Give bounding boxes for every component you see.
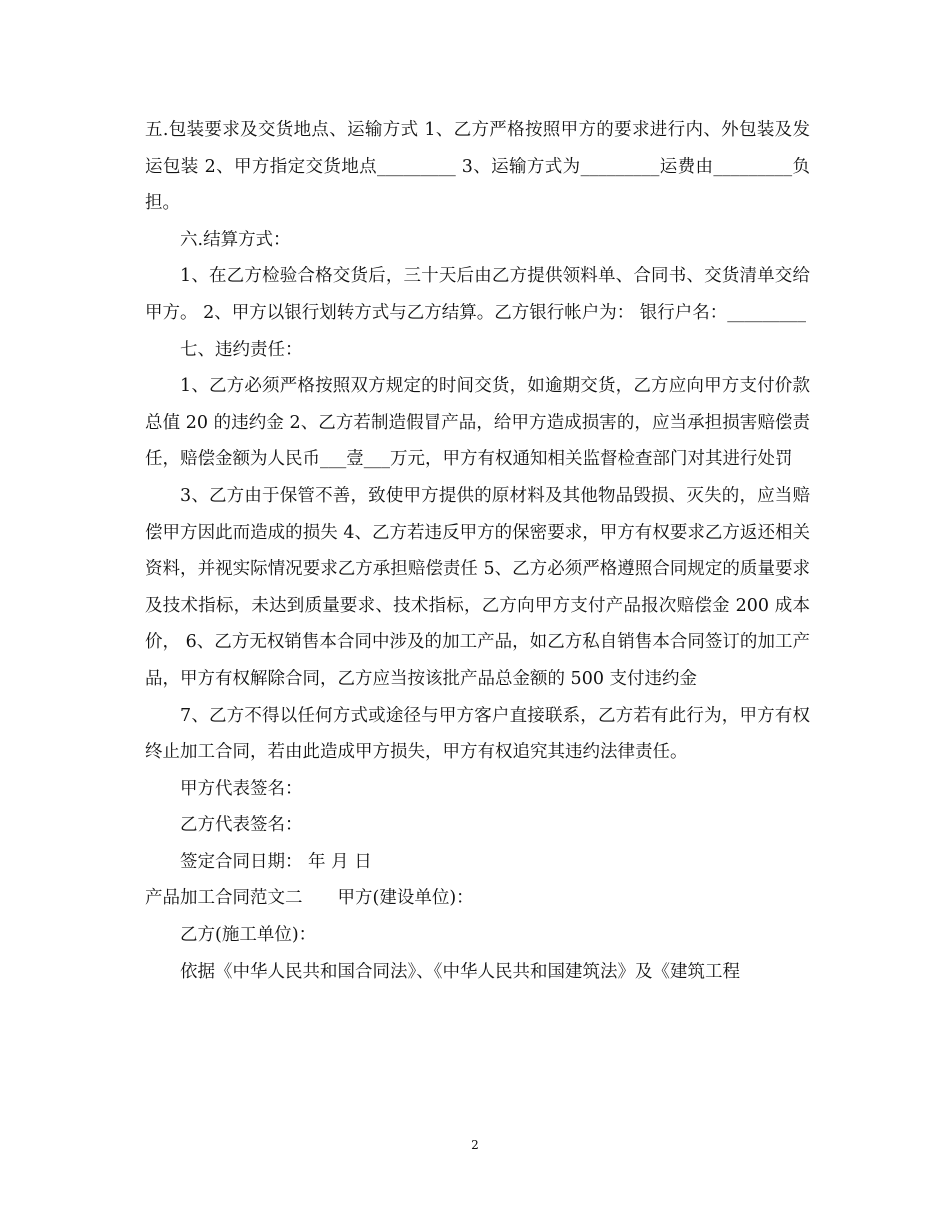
- party-b-signature-line: 乙方代表签名：: [180, 815, 303, 836]
- heading-settlement-method: 六.结算方式：: [180, 229, 291, 250]
- paragraph-breach-clauses-1-2: 1、乙方必须严格按照双方规定的时间交货，如逾期交货，乙方应向甲方支付价款总值 20 的违约金 2、乙方若制造假冒产品，给甲方造成损害的，应当承担损害赔偿责任，赔偿金额为人民币___壹___万元，甲方有权通知相关监督检查部门对其进行处罚: [145, 376, 810, 470]
- heading-breach-liability: 七、违约责任：: [180, 339, 303, 360]
- page-number: 2: [471, 1138, 479, 1152]
- paragraph-breach-clauses-3-6: 3、乙方由于保管不善，致使甲方提供的原材料及其他物品毁损、灭失的，应当赔偿甲方因此而造成的损失 4、乙方若违反甲方的保密要求，甲方有权要求乙方返还相关资料，并视实际情况要求乙方承担赔偿责任 5、乙方必须严格遵照合同规定的质量要求及技术指标，未达到质量要求、技术指标，乙方向甲方支付产品报次赔偿金 200 成本价， 6、乙方无权销售本合同中涉及的加工产品，如乙方私自销售本合同签订的加工产品，甲方有权解除合同，乙方应当按该批产品总金额的 500 支付违约金: [145, 485, 810, 689]
- contract-date-line: 签定合同日期： 年 月 日: [180, 851, 372, 872]
- party-a-signature-line: 甲方代表签名：: [180, 778, 303, 799]
- paragraph-legal-basis: 依据《中华人民共和国合同法》、《中华人民共和国建筑法》及《建筑工程: [180, 961, 740, 982]
- paragraph-packaging-delivery: 五.包装要求及交货地点、运输方式 1、乙方严格按照甲方的要求进行内、外包装及发运包装 2、甲方指定交货地点_________ 3、运输方式为_________运费由_________负担。: [145, 120, 810, 214]
- party-b-construction-unit: 乙方(施工单位)：: [180, 925, 317, 946]
- sample-two-title-party-a: 产品加工合同范文二 甲方(建设单位)：: [145, 888, 474, 909]
- document-body: [145, 112, 810, 990]
- paragraph-breach-clause-7: 7、乙方不得以任何方式或途径与甲方客户直接联系，乙方若有此行为，甲方有权终止加工合同，若由此造成甲方损失，甲方有权追究其违约法律责任。: [145, 705, 810, 763]
- paragraph-settlement-terms: 1、在乙方检验合格交货后，三十天后由乙方提供领料单、合同书、交货清单交给甲方。 2、甲方以银行划转方式与乙方结算。乙方银行帐户为： 银行户名：_________: [145, 266, 810, 323]
